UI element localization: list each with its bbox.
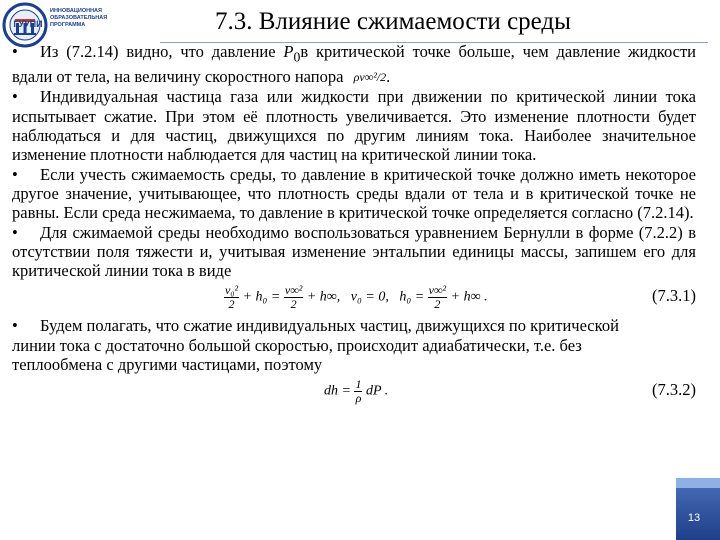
- equation-number-2: (7.3.2): [652, 380, 696, 400]
- paragraph-5: • Будем полагать, что сжатие индивидуальных частиц, движущихся по критической линии тока с достаточно большой скоростью, происходит адиабатически, т.е. без теплообмена с другими частицами, поэтому: [12, 316, 632, 374]
- paragraph-2: • Индивидуальная частица газа или жидкости при движении по критической линии тока испытывает сжатие. При этом её плотность увеличивается. Это изменение плотности будет наблюдаться и для частиц, движущихся по другим линиям тока. Наиболее значительное изменение плотности наблюдается для частиц на критической линии тока.: [12, 87, 696, 164]
- equation-7-3-1: $\frac{\text{v₀²}}{2}$ + h₀ = $\frac{\text{v∞²}}{2}$ + h∞, v₀ = 0, h₀ = $\frac{\text{v∞²}}{2}$ + h∞ . (7.3.1): [225, 283, 696, 312]
- v0-squared-fraction: $\frac{\text{v₀²}}{2}$: [225, 283, 239, 312]
- slide-body: [12, 42, 696, 410]
- inverse-density-fraction: $\frac{1}{\rho}$: [355, 377, 362, 406]
- slide-title: 7.3. Влияние сжимаемости среды: [215, 8, 571, 35]
- logo-caption: ИННОВАЦИОННАЯ ОБРАЗОВАТЕЛЬНАЯ ПРОГРАММА: [50, 8, 108, 28]
- dynamic-pressure-formula: ρv∞²/2: [353, 70, 387, 85]
- vinf-squared-fraction-2: $\frac{\text{v∞²}}{2}$: [428, 283, 447, 312]
- paragraph-4: • Для сжимаемой среды необходимо воспользоваться уравнением Бернулли в форме (7.2.2) в отсутствии поля тяжести и, учитывая изменение энтальпии единицы массы, запишем его для критической линии тока в виде: [12, 223, 696, 281]
- vinf-squared-fraction: $\frac{\text{v∞²}}{2}$: [284, 283, 303, 312]
- equation-7-3-2: dh = $\frac{1}{\rho}$ dP . (7.3.2): [324, 377, 696, 406]
- page-number-bar: [676, 478, 720, 540]
- logo-abbreviation: ГУУПИ: [13, 19, 43, 29]
- equation-number-1: (7.3.1): [652, 286, 696, 306]
- paragraph-3: • Если учесть сжимаемость среды, то давление в критической точке должно иметь некоторое другое значение, учитывающее, что плотность среды вдали от тела и в критической точке не равны. Если среда несжимаема, то давление в критической точке определяется согласно (7.2.14).: [12, 165, 696, 223]
- paragraph-1: • Из (7.2.14) видно, что давление $P_0в$ критической точке больше, чем давление жидкости вдали от тела, на величину скоростного напора ρv∞²/2.: [12, 42, 696, 87]
- page-number: 13: [687, 512, 701, 524]
